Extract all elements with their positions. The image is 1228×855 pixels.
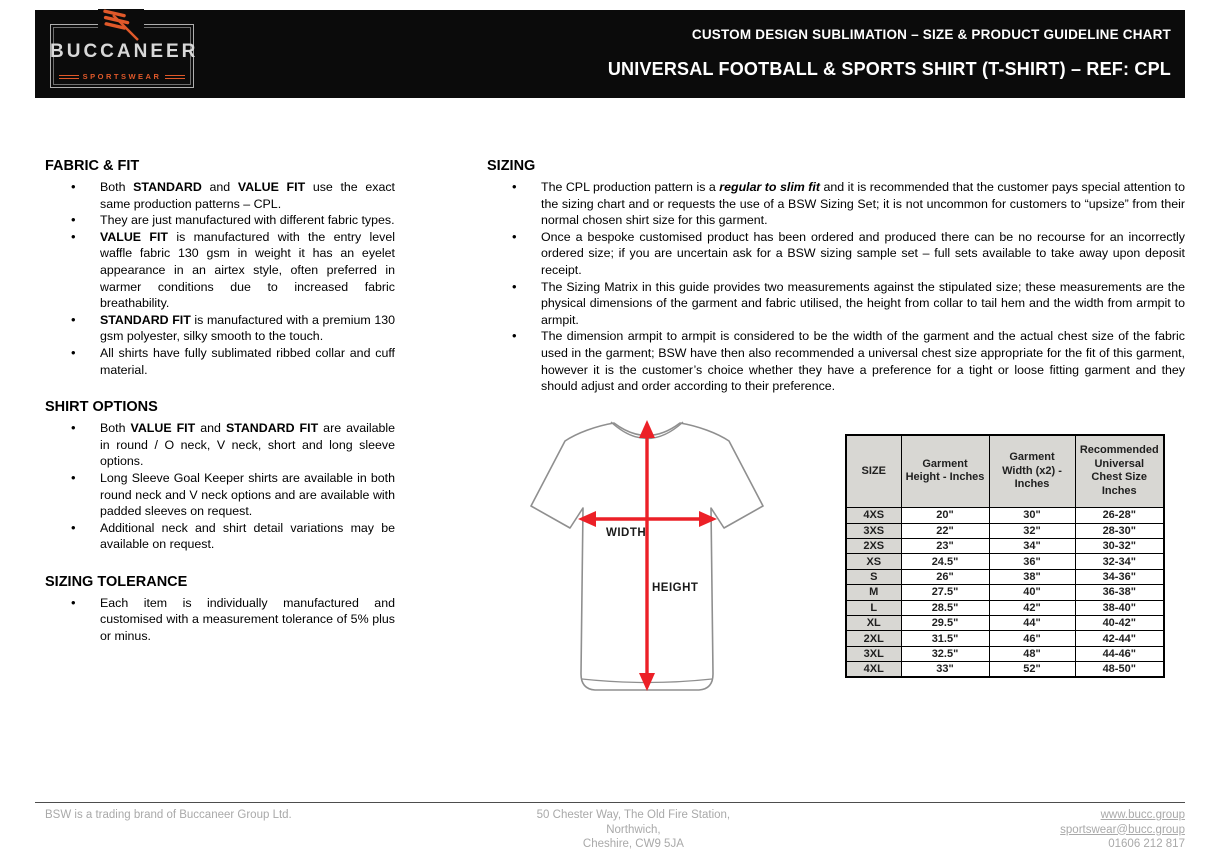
size-value-cell: 34-36"	[1075, 569, 1164, 584]
column-header: SIZE	[846, 435, 901, 508]
size-value-cell: 48-50"	[1075, 662, 1164, 677]
bullet-item: • The CPL production pattern is a regular to slim fit and it is recommended that the customer pays special attention to the sizing chart and or requests the use of a BSW Sizing Set; it is not uncommon for customers to “upsize” from their normal chosen shirt size for this garment.	[487, 179, 1185, 229]
size-label-cell: XS	[846, 554, 901, 569]
size-value-cell: 29.5"	[901, 615, 989, 630]
footer-contact	[817, 808, 1185, 852]
section-heading: SHIRT OPTIONS	[45, 399, 158, 416]
size-value-cell: 48"	[989, 646, 1075, 661]
right-column	[487, 158, 1185, 710]
size-row	[846, 539, 1164, 554]
size-value-cell: 23"	[901, 539, 989, 554]
logo-right-rule	[165, 75, 185, 79]
size-value-cell: 31.5"	[901, 631, 989, 646]
size-label-cell: XL	[846, 615, 901, 630]
bullet-item: • All shirts have fully sublimated ribbed collar and cuff material.	[45, 345, 395, 378]
size-row	[846, 523, 1164, 538]
section-sizing	[487, 158, 1185, 395]
size-row	[846, 631, 1164, 646]
section-shirt-options	[45, 399, 395, 553]
column-header: Garment Height - Inches	[901, 435, 989, 508]
size-label-cell: L	[846, 600, 901, 615]
height-label: HEIGHT	[652, 581, 699, 594]
size-value-cell: 26"	[901, 569, 989, 584]
section-heading: SIZING TOLERANCE	[45, 573, 188, 590]
size-label-cell: S	[846, 569, 901, 584]
size-row	[846, 662, 1164, 677]
size-value-cell: 36-38"	[1075, 585, 1164, 600]
address-line: 50 Chester Way, The Old Fire Station,	[536, 809, 731, 821]
size-value-cell: 40"	[989, 585, 1075, 600]
footer	[35, 802, 1185, 852]
size-row	[846, 600, 1164, 615]
address-line: Cheshire, CW9 5JA	[582, 838, 684, 850]
size-label-cell: 4XL	[846, 662, 901, 677]
size-value-cell: 28-30"	[1075, 523, 1164, 538]
size-value-cell: 34"	[989, 539, 1075, 554]
size-label-cell: 3XL	[846, 646, 901, 661]
size-row	[846, 585, 1164, 600]
flag-icon	[98, 9, 144, 43]
document-title: CUSTOM DESIGN SUBLIMATION – SIZE & PRODUCT GUIDELINE CHART	[691, 26, 1171, 42]
size-value-cell: 42-44"	[1075, 631, 1164, 646]
size-label-cell: 4XS	[846, 508, 901, 523]
size-value-cell: 22"	[901, 523, 989, 538]
bullet-item: • The Sizing Matrix in this guide provides two measurements against the stipulated size; these measurements are the physical dimensions of the garment and fabric utilised, the height from collar to tail hem and the width from armpit to armpit.	[487, 279, 1185, 329]
size-value-cell: 42"	[989, 600, 1075, 615]
logo-left-rule	[59, 75, 79, 79]
size-value-cell: 30-32"	[1075, 539, 1164, 554]
section-sizing-tolerance	[45, 574, 395, 645]
brand-subtitle: SPORTSWEAR	[82, 72, 162, 81]
size-value-cell: 24.5"	[901, 554, 989, 569]
size-row	[846, 508, 1164, 523]
size-value-cell: 46"	[989, 631, 1075, 646]
main-content	[45, 158, 1185, 710]
section-heading: SIZING	[487, 158, 536, 174]
bullet-item: • They are just manufactured with different fabric types.	[45, 212, 395, 229]
bullet-item: • STANDARD FIT is manufactured with a premium 130 gsm polyester, silky smooth to the touch.	[45, 312, 395, 345]
size-row	[846, 646, 1164, 661]
size-row	[846, 569, 1164, 584]
header-bar	[35, 10, 1185, 98]
size-value-cell: 33"	[901, 662, 989, 677]
bullet-list	[487, 179, 1185, 395]
size-value-cell: 52"	[989, 662, 1075, 677]
footer-address	[450, 808, 818, 852]
brand-subtitle-row	[59, 72, 185, 81]
bullet-item: • Long Sleeve Goal Keeper shirts are available in both round neck and V neck options and are available with padded sleeves on request.	[45, 470, 395, 520]
section-fabric-fit	[45, 158, 395, 378]
size-chart-table	[845, 434, 1165, 678]
size-value-cell: 32.5"	[901, 646, 989, 661]
column-header: Garment Width (x2) - Inches	[989, 435, 1075, 508]
size-value-cell: 30"	[989, 508, 1075, 523]
size-value-cell: 38-40"	[1075, 600, 1164, 615]
left-column	[45, 158, 395, 710]
product-title: UNIVERSAL FOOTBALL & SPORTS SHIRT (T-SHIRT) – REF: CPL	[607, 58, 1171, 79]
address-line: Northwich,	[606, 823, 661, 836]
figure-row	[487, 413, 1185, 710]
email-link[interactable]: sportswear@bucc.group	[1060, 823, 1185, 836]
phone-number: 01606 212 817	[1108, 838, 1185, 850]
bullet-item: • Once a bespoke customised product has been ordered and produced there can be no recourse for an incorrectly ordered size; if you are uncertain ask for a BSW sizing sample set – full sets available to take away upon deposit receipt.	[487, 229, 1185, 279]
brand-name: BUCCANEER	[50, 41, 199, 62]
size-label-cell: M	[846, 585, 901, 600]
size-label-cell: 2XS	[846, 539, 901, 554]
website-link[interactable]: www.bucc.group	[1100, 809, 1185, 821]
section-heading: FABRIC & FIT	[45, 158, 140, 174]
size-value-cell: 44-46"	[1075, 646, 1164, 661]
size-value-cell: 20"	[901, 508, 989, 523]
header-titles	[608, 27, 1171, 82]
size-value-cell: 27.5"	[901, 585, 989, 600]
bullet-item: • The dimension armpit to armpit is considered to be the width of the garment and the actual chest size of the fabric used in the garment; BSW have then also recommended a universal chest size appropriate for the fit of this garment, however it is the customer’s choice whether they have a preference for a tight or loose fitting garment and they should adjust and order according to their preference.	[487, 328, 1185, 394]
bullet-item: • Each item is individually manufactured and customised with a measurement tolerance of 5% plus or minus.	[45, 595, 395, 645]
bullet-list	[45, 420, 395, 553]
bullet-item: • VALUE FIT is manufactured with the entry level waffle fabric 130 gsm in weight it has an eyelet appearance in an airtex style, often preferred in warmer conditions due to increased fabric breathability.	[45, 229, 395, 312]
buccaneer-logo	[50, 24, 199, 88]
size-value-cell: 32-34"	[1075, 554, 1164, 569]
bullet-list	[45, 179, 395, 378]
size-value-cell: 32"	[989, 523, 1075, 538]
column-header: Recommended Universal Chest Size Inches	[1075, 435, 1164, 508]
size-row	[846, 554, 1164, 569]
size-value-cell: 44"	[989, 615, 1075, 630]
tshirt-diagram	[520, 413, 782, 710]
bullet-item: • Both VALUE FIT and STANDARD FIT are available in round / O neck, V neck, short and long sleeve options.	[45, 420, 395, 470]
bullet-item: • Additional neck and shirt detail variations may be available on request.	[45, 520, 395, 553]
bullet-item: • Both STANDARD and VALUE FIT use the exact same production patterns – CPL.	[45, 179, 395, 212]
size-chart-header-row	[846, 435, 1164, 508]
size-value-cell: 40-42"	[1075, 615, 1164, 630]
size-label-cell: 3XS	[846, 523, 901, 538]
size-row	[846, 615, 1164, 630]
footer-trading-note: BSW is a trading brand of Buccaneer Group Ltd.	[45, 809, 292, 821]
size-value-cell: 28.5"	[901, 600, 989, 615]
bullet-list	[45, 595, 395, 645]
size-value-cell: 26-28"	[1075, 508, 1164, 523]
size-value-cell: 36"	[989, 554, 1075, 569]
width-label: WIDTH	[606, 526, 647, 539]
size-label-cell: 2XL	[846, 631, 901, 646]
size-chart	[845, 434, 1165, 678]
size-value-cell: 38"	[989, 569, 1075, 584]
